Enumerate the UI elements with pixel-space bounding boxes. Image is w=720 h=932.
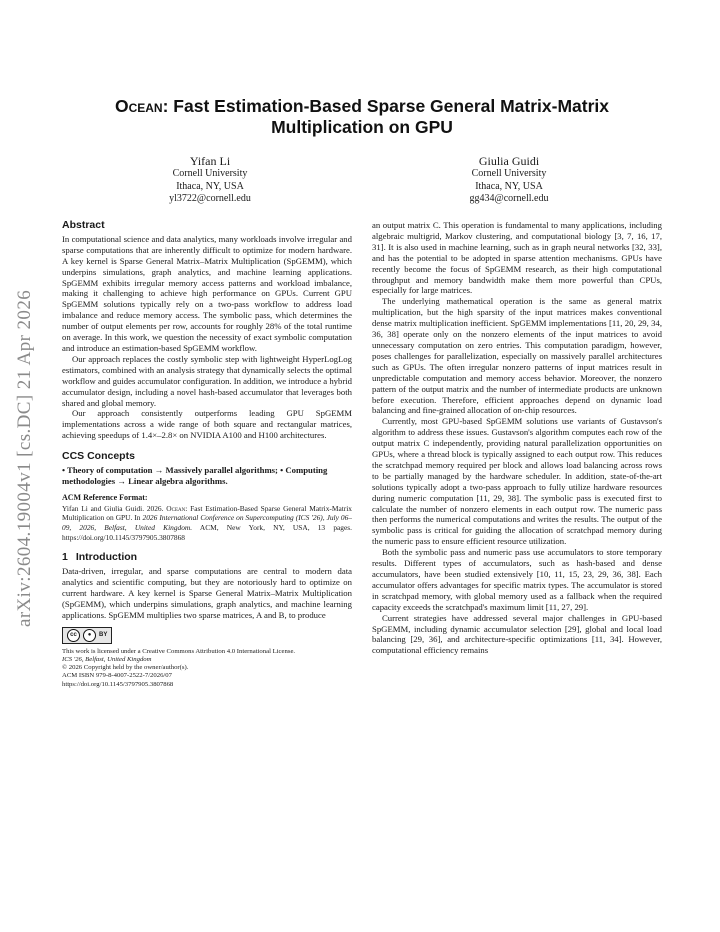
- section-title: Introduction: [75, 551, 138, 564]
- abstract-heading: Abstract: [62, 219, 105, 231]
- section-number: 1: [62, 551, 68, 564]
- body-paragraph: The underlying mathematical operation is the same as general matrix multiplication, but the high sparsity of the input matrices makes conventional dense matrix multiplication inefficient. SpGEMM implementations [11, 20, 29, 34, 36, 38] operate only on the nonzero elements of the input matrices to avoid unnecessary computation on zero entries. This computation paradigm, however, poses challenges for parallelization, especially on massively parallel architectures such as GPUs. The often irregular nonzero patterns of input matrices result in unpredictable computation and memory access behavior. Moreover, the nonzero pattern of the output matrix and the number of intermediate products are unknown before execution. Therefore, efficient approaches depend on dynamic load balancing and fine-grained allocation of on-chip resources.: [372, 296, 662, 416]
- right-column: [372, 220, 662, 656]
- attribution-icon: ●: [83, 629, 96, 642]
- arxiv-identifier: arXiv:2604.19004v1 [cs.DC] 21 Apr 2026: [14, 289, 35, 627]
- copyright-note: © 2026 Copyright held by the owner/author(s).: [62, 664, 189, 672]
- reference-publisher: ACM, New York, NY, USA, 13 pages. https://doi.org/10.1145/3797905.3807868: [62, 522, 352, 542]
- author-name: Yifan Li: [189, 154, 231, 168]
- author-email: gg434@cornell.edu: [469, 193, 549, 204]
- author-location: Ithaca, NY, USA: [475, 180, 543, 192]
- author-affiliation: Cornell University: [172, 168, 248, 179]
- cc-by-label: BY: [99, 631, 108, 638]
- cc-by-badge[interactable]: [62, 627, 112, 644]
- author-location: Ithaca, NY, USA: [176, 180, 244, 192]
- license-statement: This work is licensed under a Creative Commons Attribution 4.0 International License.: [62, 647, 296, 655]
- intro-heading: [62, 552, 352, 563]
- title-system-name: Ocean: [114, 96, 163, 116]
- doi-link[interactable]: https://doi.org/10.1145/3797905.3807868: [62, 680, 174, 688]
- reference-title: : Fast Estimation-Based Sparse General Matrix-Matrix Multiplication on GPU. In: [62, 503, 352, 523]
- body-paragraph: Current strategies have addressed several major challenges in GPU-based SpGEMM, including dynamic accumulator selection [29], global and local load balancing [29, 36], and architecture-specific optimizations [11, 34]. However, computational efficiency remains: [372, 612, 662, 656]
- intro-paragraph: Data-driven, irregular, and sparse computations are central to modern data analytics and scientific computing, but they are notoriously hard to optimize on current hardware. A key kernel is Sparse General Matrix–Matrix Multiplication (SpGEMM), which underpins simulations, graph analytics, and machine learning applications. SpGEMM multiplies two sparse matrices, A and B, to produce: [62, 566, 352, 620]
- body-paragraph: Currently, most GPU-based SpGEMM solutions use variants of Gustavson's algorithm to address these issues. Gustavson's algorithm computes each row of the output matrix C independently, providing natural parallelization opportunities on GPUs, where a thread block is typically assigned to each output row. This reduces the scratchpad memory required per block and allows load balancing across rows to be partially managed by the hardware scheduler. In addition, state-of-the-art solutions typically adopt a two-pass approach to fully utilize hardware resources during numeric computation [11, 29, 38]. The symbolic pass is executed first to calculate the number of nonzero elements in each output row. The numeric pass then performs the numerical computations and writes the results. The output of the symbolic pass is critical for guiding the allocation of scratchpad memory during the numeric pass to ensure efficient resource utilization.: [372, 416, 662, 547]
- reference-system-name: Ocean: [166, 503, 186, 513]
- reference-format: [62, 504, 352, 542]
- author-block-2: [399, 154, 619, 206]
- paper-title: [62, 96, 662, 138]
- abstract-paragraph: Our approach replaces the costly symbolic step with lightweight HyperLogLog estimators, combined with an analysis strategy that dynamically selects the optimal workflow and guides accumulator configuration. In addition, we introduce a hybrid accumulator design, including a novel hash-based accumulator that leverages both shared and global memory.: [62, 353, 352, 408]
- body-paragraph: Both the symbolic pass and numeric pass use accumulators to store temporary results. Different types of accumulators, such as hash-based and dense accumulators, have been studied extensively [10, 11, 15, 23, 29, 36, 38]. Each accumulator offers advantages for specific matrix types. The accumulator is stored in scratchpad memory, with global memory used as a fallback when the required capacity exceeds the scratchpad's maximum limit [11, 27, 29].: [372, 547, 662, 612]
- title-rest: : Fast Estimation-Based Sparse General Matrix-Matrix Multiplication on GPU: [162, 96, 609, 137]
- license-notes: [62, 648, 352, 689]
- conference-note: ICS '26, Belfast, United Kingdom: [62, 655, 152, 663]
- cc-icon: cc: [67, 629, 80, 642]
- abstract-paragraph: Our approach consistently outperforms leading GPU SpGEMM implementations across a wide range of both square and rectangular matrices, achieving speedups of 1.4×–2.8× on NVIDIA A100 and H100 architectures.: [62, 408, 352, 441]
- abstract-paragraph: In computational science and data analytics, many workloads involve irregular and sparse computations that are inherently difficult to optimize for modern hardware. A key kernel is Sparse General Matrix–Matrix Multiplication (SpGEMM), which underpins simulations, graph analytics, and machine learning applications. SpGEMM exhibits irregular memory access patterns and workload imbalance, making it challenging to achieve high performance on GPUs. Current GPU SpGEMM solutions typically rely on a two-pass workflow to address load imbalance and reduce memory access. The symbolic pass, which determines the number of output elements per row, accounts for roughly 28% of the total runtime on average. In this work, we question the necessity of exact symbolic computation and introduce an estimation-based SpGEMM workflow.: [62, 233, 352, 353]
- reference-format-heading: ACM Reference Format:: [62, 492, 148, 502]
- author-email: yl3722@cornell.edu: [169, 193, 251, 204]
- author-block-1: [100, 154, 320, 206]
- license-block: [62, 627, 352, 689]
- ccs-concepts: • Theory of computation → Massively parallel algorithms; • Computing methodologies → Linear algebra algorithms.: [62, 465, 328, 486]
- reference-authors: Yifan Li and Giulia Guidi. 2026.: [62, 503, 164, 513]
- ccs-heading: CCS Concepts: [62, 450, 135, 463]
- isbn-note: ACM ISBN 979-8-4007-2522-7/2026/07: [62, 672, 172, 680]
- left-column: [62, 220, 352, 689]
- body-paragraph: an output matrix C. This operation is fundamental to many applications, including algebraic multigrid, Markov clustering, and computational biology [3, 7, 16, 17, 31]. It is also used in machine learning, such as in graph neural networks [32, 33], and has the potential to be adopted in sparse attention mechanisms. GPUs have recently become the focus of SpGEMM research, as their high computational throughput and memory bandwidth make them more powerful than CPUs, especially for large matrices.: [372, 220, 662, 296]
- author-affiliation: Cornell University: [471, 168, 547, 179]
- author-name: Giulia Guidi: [478, 154, 540, 168]
- reference-venue: 2026 International Conference on Supercomputing (ICS '26), July 06–09, 2026, Belfast, United Kingdom.: [62, 513, 352, 532]
